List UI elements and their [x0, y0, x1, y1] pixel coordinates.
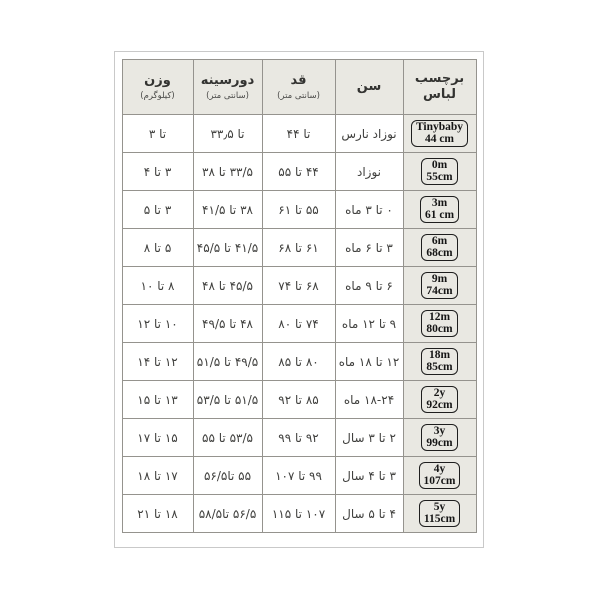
age-cell: ۰ تا ۳ ماه [335, 191, 403, 229]
table-row [122, 343, 476, 381]
table-row [122, 153, 476, 191]
size-label-cell [403, 267, 476, 305]
chest-cell: ۴۱/۵ تا ۴۵/۵ [193, 229, 262, 267]
height-cell: تا ۴۴ [262, 115, 335, 153]
size-label-cell [403, 381, 476, 419]
weight-cell: ۱۷ تا ۱۸ [122, 457, 193, 495]
size-label-cell [403, 153, 476, 191]
size-label-line1: 4y [433, 463, 446, 475]
column-unit: (کیلوگرم) [140, 90, 175, 101]
size-label-line2: 85cm [426, 360, 453, 373]
column-header-weight [122, 60, 193, 115]
size-label-line1: 18m [428, 349, 451, 361]
age-cell: نوزاد [335, 153, 403, 191]
age-cell: ۴ تا ۵ سال [335, 495, 403, 533]
column-title: دورسینه [200, 72, 255, 88]
column-unit: (سانتی متر) [206, 90, 249, 101]
baby-clothing-size-chart [122, 59, 477, 533]
chest-cell: ۴۵/۵ تا ۴۸ [193, 267, 262, 305]
size-label-line1: 2y [433, 387, 446, 399]
age-cell: ۳ تا ۶ ماه [335, 229, 403, 267]
size-label-line1: 0m [431, 159, 448, 171]
height-cell: ۶۱ تا ۶۸ [262, 229, 335, 267]
size-label-badge [421, 158, 457, 185]
size-label-badge [419, 500, 460, 527]
chest-cell: ۴۸ تا ۴۹/۵ [193, 305, 262, 343]
height-cell: ۶۸ تا ۷۴ [262, 267, 335, 305]
size-label-cell [403, 419, 476, 457]
size-label-badge [421, 424, 457, 451]
height-cell: ۱۰۷ تا ۱۱۵ [262, 495, 335, 533]
age-cell: ۲ تا ۳ سال [335, 419, 403, 457]
size-label-line1: 9m [431, 273, 448, 285]
size-chart-card [114, 51, 484, 548]
height-cell: ۸۰ تا ۸۵ [262, 343, 335, 381]
size-label-line1: 5y [433, 501, 446, 513]
size-label-badge [421, 310, 457, 337]
chest-cell: ۵۶/۵ تا۵۸/۵ [193, 495, 262, 533]
column-title: سن [356, 79, 382, 94]
table-row [122, 495, 476, 533]
age-cell: ۹ تا ۱۲ ماه [335, 305, 403, 343]
weight-cell: ۳ تا ۵ [122, 191, 193, 229]
table-row [122, 457, 476, 495]
size-label-cell [403, 115, 476, 153]
size-label-cell [403, 457, 476, 495]
size-label-badge [421, 386, 457, 413]
chest-cell: ۳۳/۵ تا ۳۸ [193, 153, 262, 191]
column-title: وزن [144, 72, 171, 88]
size-label-line2: 107cm [423, 474, 456, 487]
height-cell: ۵۵ تا ۶۱ [262, 191, 335, 229]
size-label-line1: Tinybaby [415, 121, 464, 133]
size-label-line2: 80cm [426, 322, 453, 335]
size-label-line1: 6m [431, 235, 448, 247]
chest-cell: ۵۳/۵ تا ۵۵ [193, 419, 262, 457]
size-label-line2: 68cm [426, 246, 453, 259]
table-row [122, 267, 476, 305]
size-label-line2: 99cm [426, 436, 453, 449]
chest-cell: ۴۹/۵ تا ۵۱/۵ [193, 343, 262, 381]
height-cell: ۹۲ تا ۹۹ [262, 419, 335, 457]
age-cell: ۱۲ تا ۱۸ ماه [335, 343, 403, 381]
size-label-line1: 3y [433, 425, 446, 437]
column-header-size-label [403, 60, 476, 115]
size-label-line2: 44 cm [424, 132, 455, 145]
size-label-badge [419, 462, 461, 489]
weight-cell: تا ۳ [122, 115, 193, 153]
size-label-line2: 61 cm [424, 208, 455, 221]
table-row [122, 381, 476, 419]
weight-cell: ۵ تا ۸ [122, 229, 193, 267]
height-cell: ۸۵ تا ۹۲ [262, 381, 335, 419]
size-label-line1: 3m [431, 197, 448, 209]
size-label-line2: 92cm [426, 398, 453, 411]
size-label-badge [421, 234, 457, 261]
weight-cell: ۱۳ تا ۱۵ [122, 381, 193, 419]
size-label-line2: 55cm [426, 170, 453, 183]
weight-cell: ۱۵ تا ۱۷ [122, 419, 193, 457]
size-label-badge [411, 120, 468, 147]
table-row [122, 115, 476, 153]
column-unit: (سانتی متر) [277, 90, 320, 101]
size-label-cell [403, 343, 476, 381]
weight-cell: ۱۲ تا ۱۴ [122, 343, 193, 381]
table-row [122, 305, 476, 343]
table-row [122, 419, 476, 457]
chest-cell: تا ۳۳٫۵ [193, 115, 262, 153]
chest-cell: ۵۱/۵ تا ۵۳/۵ [193, 381, 262, 419]
chest-cell: ۳۸ تا ۴۱/۵ [193, 191, 262, 229]
column-header-age [335, 60, 403, 115]
size-label-cell [403, 305, 476, 343]
size-label-line2: 74cm [426, 284, 453, 297]
age-cell: ۱۸‎-‎۲۴ ماه [335, 381, 403, 419]
weight-cell: ۱۸ تا ۲۱ [122, 495, 193, 533]
height-cell: ۹۹ تا ۱۰۷ [262, 457, 335, 495]
column-header-chest [193, 60, 262, 115]
height-cell: ۷۴ تا ۸۰ [262, 305, 335, 343]
column-title: برچسب لباس [414, 71, 465, 102]
table-row [122, 191, 476, 229]
age-cell: نوزاد نارس [335, 115, 403, 153]
weight-cell: ۱۰ تا ۱۲ [122, 305, 193, 343]
weight-cell: ۸ تا ۱۰ [122, 267, 193, 305]
age-cell: ۶ تا ۹ ماه [335, 267, 403, 305]
size-label-cell [403, 229, 476, 267]
size-label-line2: 115cm [423, 512, 456, 525]
size-label-badge [420, 196, 459, 223]
height-cell: ۴۴ تا ۵۵ [262, 153, 335, 191]
chest-cell: ۵۵ تا۵۶/۵ [193, 457, 262, 495]
size-label-cell [403, 191, 476, 229]
size-label-badge [421, 272, 457, 299]
column-header-height [262, 60, 335, 115]
size-label-badge [421, 348, 457, 375]
table-row [122, 229, 476, 267]
header-row [122, 60, 476, 115]
column-title: قد [290, 72, 307, 88]
size-label-line1: 12m [428, 311, 451, 323]
weight-cell: ۳ تا ۴ [122, 153, 193, 191]
size-label-cell [403, 495, 476, 533]
age-cell: ۳ تا ۴ سال [335, 457, 403, 495]
